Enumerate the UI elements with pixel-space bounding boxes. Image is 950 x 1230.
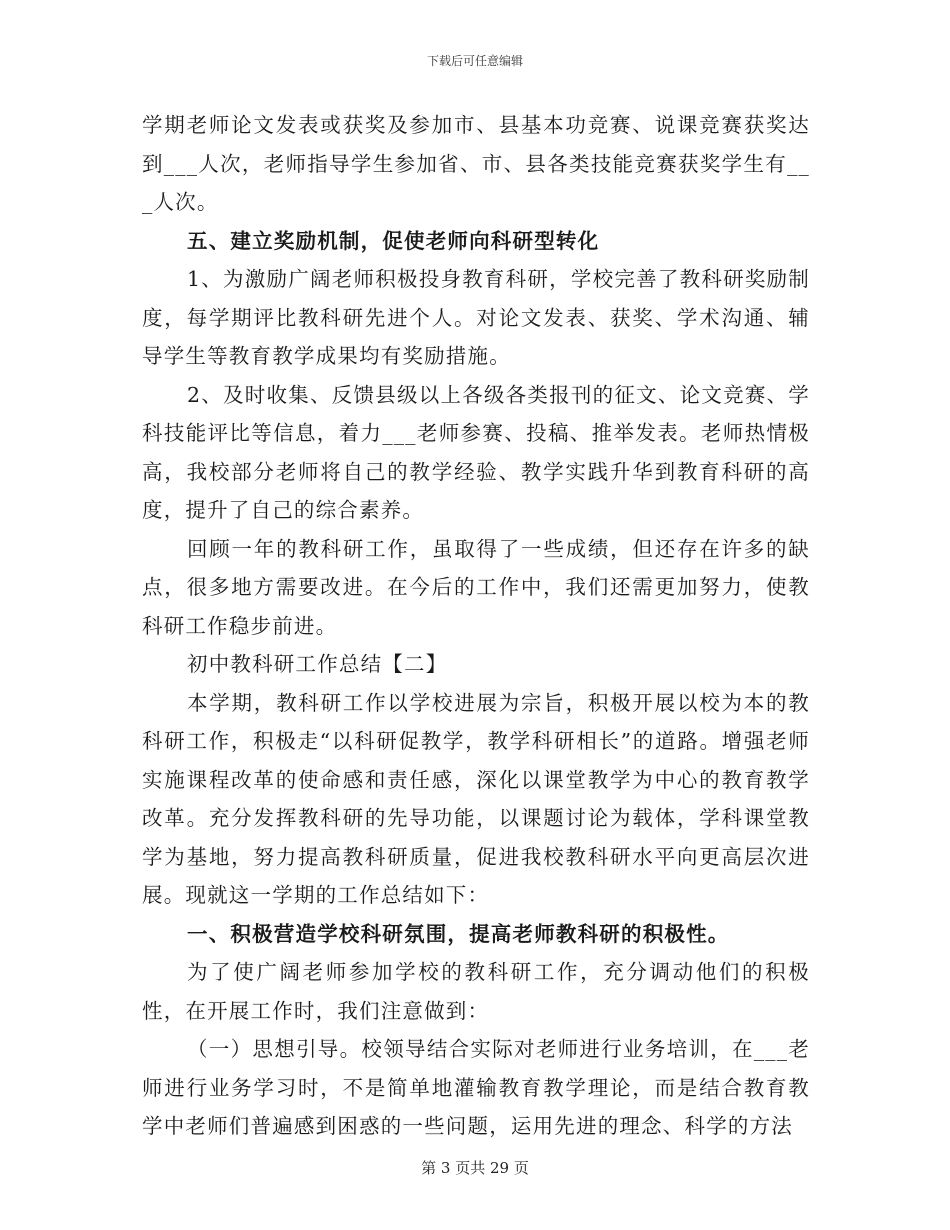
subtitle-summary-2: 初中教科研工作总结【二】 [187, 652, 448, 676]
paragraph-1: 学期老师论文发表或获奖及参加市、县基本功竞赛、说课竞赛获奖达到___人次，老师指导学生参加省、市、县各类技能竞赛获奖学生有___人次。 [142, 113, 810, 214]
paragraph-5: 本学期，教科研工作以学校进展为宗旨，积极开展以校为本的教科研工作，积极走“以科研促教学，教学科研相长”的道路。增强老师实施课程改革的使命感和责任感，深化以课堂教学为中心的教育教学改革。充分发挥教科研的先导功能，以课题讨论为载体，学科课堂教学为基地，努力提高教科研质量，促进我校教科研水平向更高层次进展。现就这一学期的工作总结如下： [142, 690, 810, 907]
paragraph-4: 回顾一年的教科研工作，虽取得了一些成绩，但还存在许多的缺点，很多地方需要改进。在今后的工作中，我们还需更加努力，使教科研工作稳步前进。 [142, 536, 810, 638]
paragraph-6: 为了使广阔老师参加学校的教科研工作，充分调动他们的积极性，在开展工作时，我们注意做到： [142, 960, 810, 1023]
section-heading-5: 五、建立奖励机制，促使老师向科研型转化 [187, 228, 600, 253]
page-footer: 第 3 页共 29 页 [421, 1159, 529, 1177]
page-header: 下载后可任意编辑 [426, 54, 523, 68]
document-body [142, 106, 810, 1146]
paragraph-7: （一）思想引导。校领导结合实际对老师进行业务培训，在___老师进行业务学习时，不是简单地灌输教育教学理论，而是结合教育教学中老师们普遍感到困惑的一些问题，运用先进的理念、科学的方法 [142, 1037, 810, 1138]
section-heading-1: 一、积极营造学校科研氛围，提高老师教科研的积极性。 [187, 921, 730, 946]
paragraph-2: 1、为激励广阔老师积极投身教育科研，学校完善了教科研奖励制度，每学期评比教科研先进个人。对论文发表、获奖、学术沟通、辅导学生等教育教学成果均有奖励措施。 [142, 267, 810, 368]
paragraph-3: 2、及时收集、反馈县级以上各级各类报刊的征文、论文竞赛、学科技能评比等信息，着力___老师参赛、投稿、推举发表。老师热情极高，我校部分老师将自己的教学经验、教学实践升华到教育科研的高度，提升了自己的综合素养。 [142, 382, 810, 522]
